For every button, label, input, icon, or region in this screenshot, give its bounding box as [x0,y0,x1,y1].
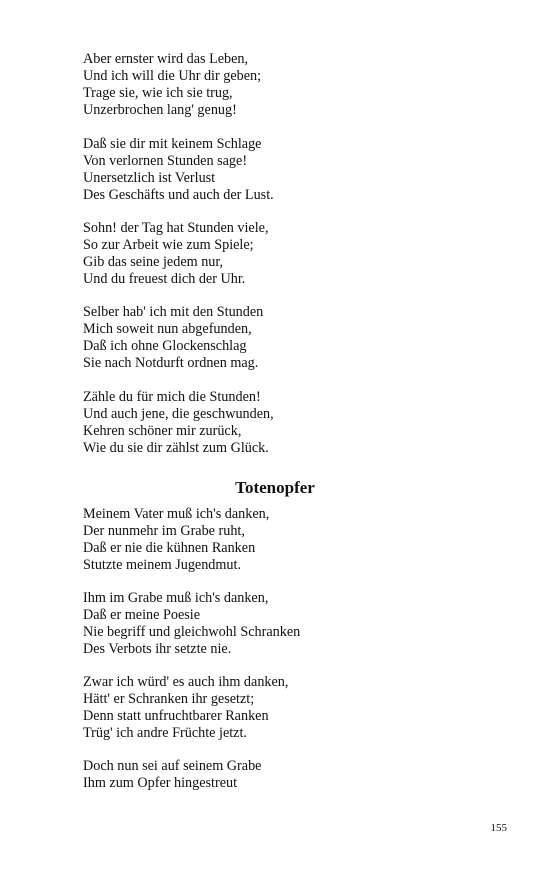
poem-line: Selber hab' ich mit den Stunden [83,304,264,320]
poem-line: Ihm zum Opfer hingestreut [83,775,238,791]
poem-line: So zur Arbeit wie zum Spiele; [83,237,254,253]
poem-line: Zwar ich würd' es auch ihm danken, [83,674,289,690]
poem-line: Meinem Vater muß ich's danken, [83,506,270,522]
poem-line: Daß sie dir mit keinem Schlage [83,136,262,152]
poem-line: Von verlornen Stunden sage! [83,153,248,169]
poem-line: Kehren schöner mir zurück, [83,423,242,439]
poem-line: Daß ich ohne Glockenschlag [83,338,247,354]
poem-line: Zähle du für mich die Stunden! [83,389,261,405]
poem-line: Gib das seine jedem nur, [83,254,224,270]
page-number: 155 [490,822,507,834]
poem-line: Daß er meine Poesie [83,607,201,623]
poem1-stanza-2 [83,136,483,204]
poem1-stanza-5 [83,389,483,457]
poem-line: Wie du sie dir zählst zum Glück. [83,440,269,456]
poem-line: Unzerbrochen lang' genug! [83,102,237,118]
poem2-stanza-2 [83,590,483,658]
poem-line: Des Geschäfts und auch der Lust. [83,187,274,203]
poem-line: Sohn! der Tag hat Stunden viele, [83,220,269,236]
poem-line: Stutzte meinem Jugendmut. [83,557,242,573]
poem1-stanza-3 [83,220,483,288]
poem-line: Doch nun sei auf seinem Grabe [83,758,262,774]
poem-line: Und ich will die Uhr dir geben; [83,68,262,84]
poem-line: Denn statt unfruchtbarer Ranken [83,708,269,724]
poem-line: Ihm im Grabe muß ich's danken, [83,590,269,606]
poem-line: Aber ernster wird das Leben, [83,51,249,67]
poem-line: Unersetzlich ist Verlust [83,170,216,186]
poem-line: Mich soweit nun abgefunden, [83,321,252,337]
poem-line: Sie nach Notdurft ordnen mag. [83,355,259,371]
poem1-stanza-4 [83,304,483,372]
poem-line: Des Verbots ihr setzte nie. [83,641,232,657]
poem-line: Daß er nie die kühnen Ranken [83,540,256,556]
poem-line: Und du freuest dich der Uhr. [83,271,246,287]
poem2-stanza-3 [83,674,483,742]
poem2-stanza-1 [83,506,483,574]
poem-line: Trüg' ich andre Früchte jetzt. [83,725,247,741]
poem-line: Und auch jene, die geschwunden, [83,406,274,422]
poem-title: Totenopfer [235,478,315,497]
poem-line: Trage sie, wie ich sie trug, [83,85,233,101]
poem-line: Hätt' er Schranken ihr gesetzt; [83,691,255,707]
poem-line: Nie begriff und gleichwohl Schranken [83,624,301,640]
poem1-stanza-1 [83,51,483,119]
poem2-stanza-4 [83,758,483,792]
poem-line: Der nunmehr im Grabe ruht, [83,523,245,539]
